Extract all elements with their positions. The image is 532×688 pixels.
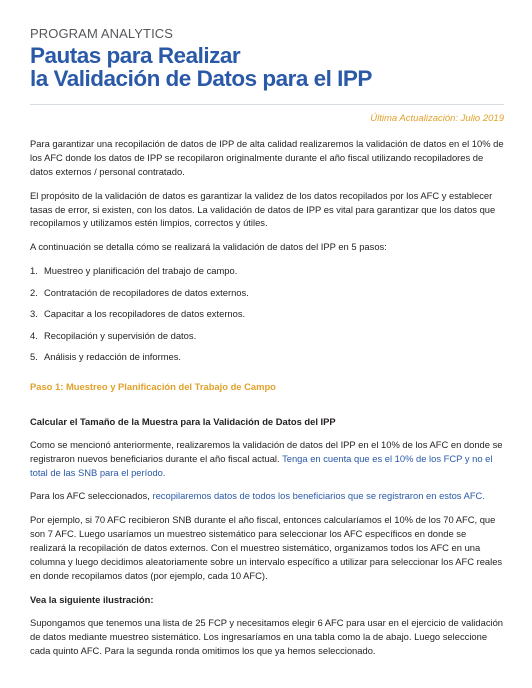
document-title: [30, 44, 504, 90]
collect-all-highlight: recopilaremos datos de todos los beneficiarios que se registraron en estos AFC.: [152, 490, 485, 502]
example-paragraph: Por ejemplo, si 70 AFC recibieron SNB durante el año fiscal, entonces calcularíamos el 10% de los 70 AFC, que son 7 AFC. Luego usaríamos un muestreo sistemático para seleccionar los AFC específicos en donde se realizará la recopilación de datos externos. Con el muestreo sistemático, organizamos todos los AFC en una columna y luego decidimos aleatoriamente sobre un intervalo específico a utilizar para seleccionar los AFC reales en donde recopilamos datos (por ejemplo, cada 10 AFC).: [30, 514, 503, 581]
list-item: 3. Capacitar a los recopiladores de datos externos.: [30, 308, 246, 320]
list-item: 1. Muestreo y planificación del trabajo de campo.: [30, 265, 238, 277]
illustration-paragraph: Supongamos que tenemos una lista de 25 FCP y necesitamos elegir 6 AFC para usar en el ejercicio de validación de datos mediante muestreo sistemático. Los ingresaríamos en una tabla como la de abajo. Luego seleccione cada quinto AFC. Para la segunda ronda omitimos los que ya hemos seleccionado.: [30, 617, 504, 657]
steps-list: [30, 264, 504, 364]
list-item: 4. Recopilación y supervisión de datos.: [30, 329, 197, 341]
sample-size-heading: Calcular el Tamaño de la Muestra para la Validación de Datos del IPP: [30, 415, 336, 427]
illustration-heading: Vea la siguiente ilustración:: [30, 593, 154, 605]
list-item: 2. Contratación de recopiladores de datos externos.: [30, 286, 249, 298]
list-item: 5. Análisis y redacción de informes.: [30, 351, 182, 363]
steps-intro-paragraph: A continuación se detalla cómo se realizará la validación de datos del IPP en 5 pasos:: [30, 241, 387, 253]
selected-afc-paragraph: Para los AFC seleccionados, recopilaremos datos de todos los beneficiarios que se registraron en estos AFC.: [30, 490, 485, 502]
document-header: [30, 26, 504, 90]
program-kicker: PROGRAM ANALYTICS: [30, 26, 174, 41]
title-line-2: la Validación de Datos para el IPP: [30, 66, 372, 91]
purpose-paragraph: El propósito de la validación de datos es garantizar la validez de los datos recopilados por los AFC y establecer tasas de error, si existen, con los datos. La validación de datos de IPP es vital para garantizar que los datos que recopilamos y utilizamos estén limpios, correctos y útiles.: [30, 189, 496, 229]
sample-paragraph: Como se mencionó anteriormente, realizaremos la validación de datos del IPP en el 10% de los AFC en donde se registraron nuevos beneficiarios durante el año fiscal actual. Tenga en cuenta que es el 10% de los FCP y no el total de las SNB para el período.: [30, 438, 503, 478]
header-divider: [30, 104, 504, 105]
fcp-note-highlight: Tenga en cuenta que es el 10% de los FCP y no el total de las SNB para el período.: [30, 452, 493, 478]
intro-paragraph: Para garantizar una recopilación de datos de IPP de alta calidad realizaremos la validación de datos en el 10% de los AFC donde los datos de IPP se recopilaron originalmente durante el año fiscal utilizando recopiladores de datos externos / personal contratado.: [30, 138, 504, 177]
title-line-1: Pautas para Realizar: [30, 43, 241, 68]
document-body: [30, 137, 504, 668]
last-updated-date: Última Actualización: Julio 2019: [370, 113, 504, 124]
step1-heading: Paso 1: Muestreo y Planificación del Trabajo de Campo: [30, 380, 276, 392]
